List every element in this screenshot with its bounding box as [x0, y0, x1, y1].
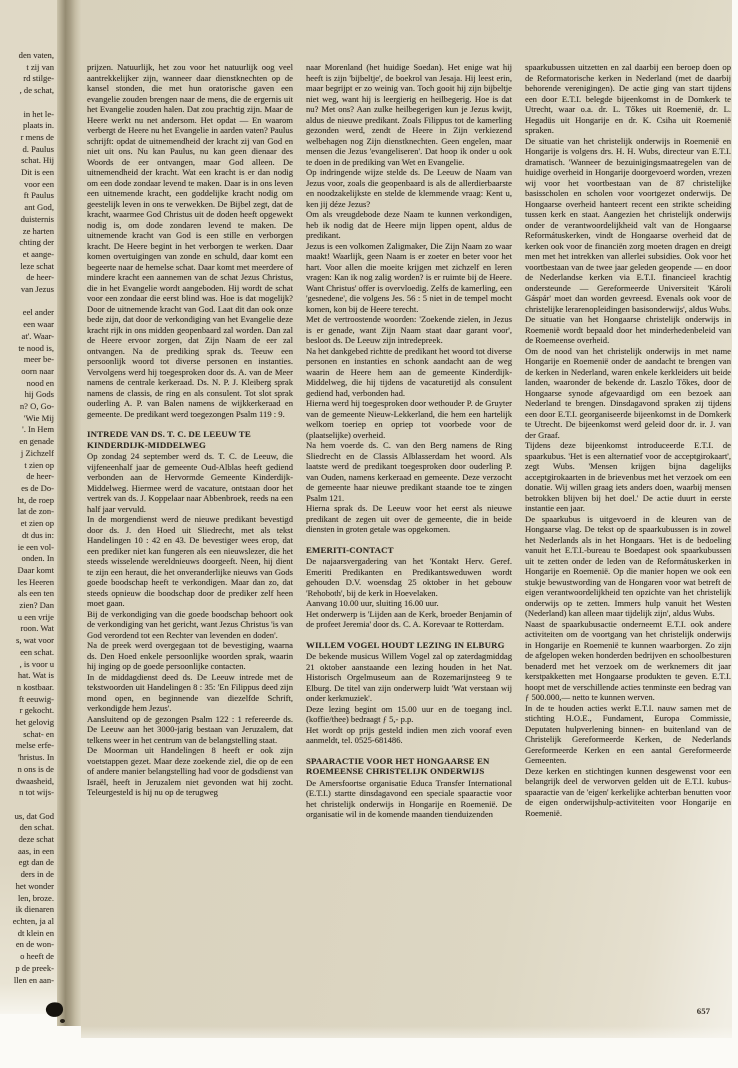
paragraph: Bij de verkondiging van die goede boodschap behoort ook de verkondiging van het gericht, want Jezus Christus 'is van God verordend tot een Rechter van levenden en doden'. [87, 608, 293, 640]
text-fragment: o heeft de [20, 951, 54, 962]
text-fragment: echten, ja al [12, 915, 54, 926]
text-fragment [0, 799, 54, 811]
text-fragment: den vaten, [18, 50, 54, 60]
text-fragment: en genade [19, 436, 54, 447]
paragraph: De spaarkubus is uitgevoerd in de kleuren van de Hongaarse vlag. De tekst op de spaarkubussen is in zowel het Nederlands als in het Hongaars. 'Het is de bedoeling vanuit het E.T.I.-bureau te Boedapest ook spaarkubussen uit te zetten onder de leden van de Reformátuskerken in Hongarije en Roemenië. Op die manier hopen we ook een stukje bewustwording van de Hongaren voor wat betreft de eigen verantwoordelijkheid ten opzichte van het christelijk onderwijs op te zetten. Immers hulp vanuit het Westen (Nederland) kan alleen maar tijdelijk zijn', aldus Wubs. [525, 513, 731, 618]
paragraph: Na de preek werd overgegaan tot de bevestiging, waarna ds. Den Hoed enkele persoonlijke woorden sprak, waarin hij inging op de goede persoonlijke contacten. [87, 640, 293, 672]
text-fragment: r mens de [20, 131, 54, 142]
paragraph: Hierna werd hij toegesproken door wethouder P. de Gruyter van de gemeente Nieuw-Lekkerland, die hem een hartelijk welkom toeriep en opriep tot voorbede voor de (plaatselijke) overheid. [306, 398, 512, 440]
text-fragment: p de preek- [15, 962, 54, 973]
text-fragment: onden. In [21, 553, 54, 564]
paragraph: In de te houden acties werkt E.T.I. nauw samen met de stichting H.O.E., Fundament, Europa Commissie, Deputaten hulpverlening binnen- en buitenland van de Christelijk Gereformeerde Kerken, de Nederlands Gereformeerde Kerken en een aantal Gereformeerde Gemeenten. [525, 702, 731, 765]
text-fragment: het wonder [15, 880, 54, 891]
text-fragment: es de Do- [21, 482, 54, 493]
text-fragment: n? O, Go- [19, 401, 54, 412]
paragraph: spaarkubussen uitzetten en zal daarbij een beroep doen op de Reformatorische kerken in Nederland (met de daarbij behorende verenigingen). De actie ging van start tijdens een door E.T.I. belegde bijeenkomst in de Domkerk te Utrecht, waar o.a. dr. L. Tőkes uit Roemenië, dr. L. Hegadüs uit Hongarije en dr. K. Csiha uit Roemenië spraken. [525, 62, 731, 135]
text-fragment: Daar komt [17, 564, 54, 575]
article-heading: WILLEM VOGEL HOUDT LEZING IN ELBURG [306, 639, 505, 650]
paragraph: In de morgendienst werd de nieuwe predikant bevestigd door ds. J. den Hoed uit Sliedrecht, met als tekst Handelingen 10 : 42 en 43. De bevestiger wees erop, dat een prediker niet kan fungeren als een nieuwslezer, die het steeds wisselende wereldnieuws doorgeeft. Neen, hij dient te zijn een heraut, die het onveranderlijke nieuws van Gods goede boodschap heeft te verkondigen. Maar dan zo, dat steeds opnieuw die boodschap door de prediker zelf heen moet gaan. [87, 514, 293, 609]
paragraph: De najaarsvergadering van het 'Kontakt Herv. Geref. Emeriti Predikanten en Predikantsweduwen wordt gehouden D.V. woensdag 25 oktober in het gebouw 'Rehoboth', bij de kerk in Hoevelaken. [306, 556, 512, 598]
paragraph: Deze kerken en stichtingen kunnen desgewenst voor een belangrijk deel de verworven gelden uit de E.T.I. kubus-spaaractie van de 'eigen' kerkelijke achterban benutten voor de eigen onderwijshulp-activiteiten voor Hongarije en Roemenië. [525, 765, 731, 818]
text-fragment: t zien op [24, 459, 54, 470]
text-fragment: egt dan de [18, 857, 54, 868]
text-fragment: et zien op [20, 518, 54, 529]
text-fragment: zien? Dan [19, 600, 54, 611]
text-fragment: van Jezus [20, 284, 54, 295]
paragraph: Naast de spaarkubusactie onderneemt E.T.I. ook andere activiteiten om de voortgang van het christelijk onderwijs in Hongarije en Roemenië te kunnen waarborgen. Zo zijn de afgelopen weken honderden bedrijven en schoolbesturen benaderd met het verzoek om de werknemers dit jaar kerstpakketten met Hongaarse produkten te geven. E.T.I. hoopt met de verschillende acties tenminste een bedrag van ƒ 500.000,— netto te kunnen werven. [525, 618, 731, 702]
text-fragment: n tot wijs- [19, 787, 54, 798]
text-fragment: duisternis [20, 213, 54, 224]
paragraph: In de middagdienst deed ds. De Leeuw intrede met de tekstwoorden uit Handelingen 8 : 35: 'En Filippus deed zijn mond open, en beginnende van diezelfde Schrift, verkondigde hem Jezus'. [87, 671, 293, 714]
page-bottom-edge [0, 1026, 738, 1068]
text-fragment: Dit is een [21, 167, 54, 178]
text-fragment: en de won- [15, 939, 54, 950]
text-fragment: ft eeuwig- [18, 693, 54, 704]
paragraph: Na het dankgebed richtte de predikant het woord tot diverse personen en instanties en schonk aandacht aan de weg waarin de Heere hem aan de gemeente Kinderdijk-Middelweg, die hij tijdens de vacaturetijd als consulent gediend had, verbonden had. [306, 345, 512, 398]
article-heading: INTREDE VAN DS. T. C. DE LEEUW TE KINDERDIJK-MIDDELWEG [87, 429, 251, 450]
text-columns [81, 0, 732, 820]
text-fragment [0, 97, 54, 109]
text-fragment: den schat. [19, 822, 54, 833]
text-fragment: hij Gods [24, 389, 54, 400]
text-fragment: leze schat [20, 260, 54, 271]
ink-speck [60, 1019, 65, 1023]
text-fragment: aas, in een [17, 845, 54, 856]
paragraph: prijzen. Natuurlijk, het zou voor het natuurlijk oog veel aantrekkelijker zijn, wanneer daar dienstknechten op de kansel stonden, die met hun oratorische gaven een evangelie zouden brengen naar de mens, die de ergernis uit het Evangelie zouden halen. Dat zou prachtig zijn. Maar de Heere werkt nu net andersom. Het opdat — En waarom verbergt de Heere nu het Evangelie in aarden vaten? Paulus schrijft: opdat de uitnemendheid der kracht zij van God en niet uit ons. Nu kan Paulus, nu kan geen dienaar des Woords de eer ontvangen, maar God alleen. De uitnemendheid der kracht. Wat een kracht is er dan nodig om een dode zondaar levend te maken. Daar is in ons leven een uitnemende kracht, een goddelijke kracht nodig om geestelijk leven in ons te verwekken. De Bijbel zegt, dat de kracht, waarmee God Christus uit de doden heeft opgewekt nodig is, om dode zondaren levend te maken. De uitnemende kracht van God is een stille en verborgen kracht. De Heere begint in het verborgen te werken. Daar komen overtuigingen van zonde en schuld, daar komt een begeerte naar de hemelse schat. Daar komt met meerdere of mindere kracht een aannemen van de schat Jezus Christus, die in het Evangelie wordt aangeboden. Hij wordt de schat voor een zondaar die eerst blind was. Hoe is dat mogelijk? Door de uitnemende kracht van God. Laat dit dan ook onze bede zijn, dat door de verkondiging van het Evangelie deze kracht rijk in ons midden geopenbaard zal worden. Dan zal de Heere ervoor zorgen, dat Zijn Naam de eer zal ontvangen. Na de prediking sprak ds. Teeuw een persoonlijk woord tot diverse personen en instanties. Vervolgens werd hij toegesproken door ds. A. van de Meer namens de centrale kerkeraad. Ds. N. P. J. Kleiberg sprak namens de classis, de ring en als consulent. Tot slot sprak ouderling A. P. van Balen namens de wijkkerkeraad en gemeente. De predikant werd toegezongen Psalm 119 : 9. [87, 62, 293, 419]
text-fragment: u een vrije [17, 611, 54, 622]
text-fragment: us, dat God [14, 810, 54, 821]
text-fragment: voor een [24, 178, 54, 189]
paragraph: Op indringende wijze stelde ds. De Leeuw de Naam van Jezus voor, zoals die geopenbaard is als de allerdierbaarste en noodzakelijkste en stelde de klemmende vraag: Kent u, ken jij déze Jezus? [306, 167, 512, 209]
text-fragment: ze harten [22, 225, 54, 236]
text-fragment: ft Paulus [23, 190, 54, 201]
text-column-2 [306, 62, 512, 820]
text-fragment: ie een vol- [17, 541, 54, 552]
text-fragment: schat. Hij [21, 155, 54, 166]
paragraph: Op zondag 24 september werd ds. T. C. de Leeuw, die vijfeneenhalf jaar de gemeente Oud-Alblas heeft gediend verbonden aan de Hervormde Gemeente Kinderdijk-Middelweg. Hiermee werd de vacature, ontstaan door het vertrek van ds. J. Koppelaar naar Abbenbroek, reeds na een half jaar vervuld. [87, 451, 293, 514]
paragraph: Na hem voerde ds. C. van den Berg namens de Ring Sliedrecht en de Classis Alblasserdam het woord. Als laatste werd de predikant toegesproken door ouderling P. van Ouden, namens kerkeraad en gemeente. Deze verzocht de gemeente haar nieuwe predikant staande toe te zingen Psalm 121. [306, 440, 512, 503]
text-fragment: als een ten [17, 588, 54, 599]
text-fragment: lat de zon- [17, 506, 54, 517]
article-heading: SPAARACTIE VOOR HET HONGAARSE EN ROEMEENSE CHRISTELIJK ONDERWIJS [306, 755, 490, 777]
text-fragment: een waar [23, 319, 54, 330]
text-fragment: in het le- [23, 108, 54, 119]
paragraph: De situatie van het christelijk onderwijs in Roemenië en Hongarije is volgens drs. H. H. Wubs, directeur van E.T.I. dramatisch. 'Wanneer de bezuinigingsmaatregelen van de huidige overheid in Hongarije doorgevoerd worden, vrezen wij voor het voortbestaan van de 87 christelijke basisscholen en scholen voor voortgezet onderwijs. De Hongaarse overheid hanteert recent een strikte scheiding tussen kerk en staat. Aangezien het christelijk onderwijs onder de verantwoordelijkheid valt van de Hongaarse Reformátuskerken, vindt de Hongaarse overheid dat de kerken ook voor de financiën zorg moeten dragen en dreigt men met het intrekken van allerlei subsidies. Ook voor het voortbestaan van de twee jaar geleden geopende — en door de Nederlandse kerken via E.T.I. financieel krachtig ondersteunde — Gereformeerde Universiteit 'Károli Gáspár' moet dan worden gevreesd. Evenals ook voor de christelijke lerarenopleidingen basisonderwijs', aldus Wubs. De situatie van het Hongaarse christelijk onderwijs in Roemenië wordt bepaald door het minderhedenbeleid van de Roemeense overheid. [525, 135, 731, 345]
text-fragment: oorn naar [21, 365, 54, 376]
text-column-1 [87, 62, 293, 820]
text-fragment: , is voor u [19, 658, 54, 669]
text-fragment: les Heeren [17, 576, 54, 587]
text-fragment: chting der [19, 237, 54, 248]
text-fragment: 'hristus. In [18, 752, 54, 763]
text-fragment: nood en [26, 377, 54, 388]
text-fragment: at'. Waar- [21, 330, 54, 341]
text-fragment: s, wat voor [16, 635, 54, 646]
text-fragment: het gelovig [15, 717, 54, 728]
paragraph: Het wordt op prijs gesteld indien men zich vooraf even aanmeldt, tel. 0525-681486. [306, 724, 512, 746]
text-fragment: ant God, [24, 202, 54, 213]
text-fragment: t zij van [26, 61, 54, 72]
text-fragment: schat- en [23, 728, 54, 739]
text-fragment: de heer- [26, 471, 54, 482]
text-fragment: r gekocht. [19, 705, 54, 716]
paragraph: Tijdens deze bijeenkomst introduceerde E.T.I. de spaarkubus. 'Het is een alternatief voor de acceptgirokaart', zegt Wubs. 'Mensen krijgen bijna dagelijks acceptgirokaarten in de brievenbus met het verzoek om een donatie. Wij willen graag iets anders doen, waarbij mensen betrokken blijven bij het doel.' De actie duurt in eerste instantie een jaar. [525, 440, 731, 513]
page-gutter-shadow [57, 0, 81, 1026]
text-fragment: n kostbaar. [16, 681, 54, 692]
text-fragment: ik dienaren [15, 904, 54, 915]
text-fragment: llen en aan- [13, 974, 54, 985]
page-number: 657 [696, 1006, 710, 1016]
paragraph: Het onderwerp is 'Lijden aan de Kerk, broeder Benjamin of de profeet Jeremia' door ds. C. A. Korevaar te Rotterdam. [306, 608, 512, 630]
paragraph: Om de nood van het christelijk onderwijs in met name Hongarije en Roemenië onder de aandacht te brengen van de kerken in Nederland, waren enkele kerkleiders uit beide landen, waaronder de bekende dr. Laszlo Tőkes, door de Hongaarse synode afgevaardigd om een bezoek aan Nederland te brengen. Dinsdagavond spraken zij tijdens een door E.T.I. georganiseerde bijeenkomst in de Domkerk te Utrecht. De bijeenkomst werd geleid door dr. ir. J. van der Graaf. [525, 345, 731, 440]
text-fragment: , de schat, [19, 85, 54, 96]
text-fragment: dwaasheid, [15, 775, 54, 786]
text-fragment [0, 296, 54, 308]
paragraph: De Moorman uit Handelingen 8 heeft er ook zijn voetstappen gezet. Maar deze zoekende ziel, die op de een of andere manier belangstelling had voor de godsdienst van Israël, heeft in Jeruzalem niet gevonden wat hij zocht. Teleurgesteld is hij nu op de terugweg [87, 745, 293, 798]
cut-off-text-fragments [0, 0, 57, 986]
text-fragment: deze schat [18, 834, 54, 845]
paragraph: Deze lezing begint om 15.00 uur en de toegang incl. (koffie/thee) bedraagt ƒ 5,- p.p. [306, 703, 512, 725]
paragraph: Om als vreugdebode deze Naam te kunnen verkondigen, heb ik nodig dat de Heere mijn lippen opent, aldus de predikant. [306, 209, 512, 240]
text-fragment: et aange- [22, 248, 54, 259]
text-fragment: meer be- [23, 354, 54, 365]
text-fragment: plaats in. [22, 120, 54, 131]
text-fragment: dt klein en [17, 927, 54, 938]
text-fragment: eel ander [22, 307, 54, 318]
text-fragment: d. Paulus [22, 143, 54, 154]
paragraph: naar Morenland (het huidige Soedan). Het enige wat hij heeft is zijn 'bijbeltje', de boekrol van Jesaja. Hij leest erin, maar begrijpt er zo weinig van. Toch gooit hij zijn bijbeltje niet weg, want hij is leergierig en heilbegerig. Hoe is dat nu? Met ons? Aan zulke heilbegerigen kun je Jezus kwijt, aldus de nieuwe predikant. Zoals Filippus tot de kamerling gezonden werd, zendt de Heere in Zijn verkiezend welbehagen nog Zijn dienstknechten. Geen engelen, maar mensen die Jezus 'evangeliseren'. Dat hoop ik onder u ook te doen in de prediking van Wet en Evangelie. [306, 62, 512, 167]
text-fragment: ht, de roep [17, 494, 54, 505]
text-fragment: n ons is de [17, 763, 54, 774]
text-fragment: 'Wie Mij [23, 412, 54, 423]
text-fragment: melse erfe- [15, 740, 54, 751]
article-heading: EMERITI-CONTACT [306, 544, 394, 555]
paragraph: Met de vertroostende woorden: 'Zoekende zielen, in Jezus is er genade, want Zijn Naam staat daar garant voor', besloot ds. De Leeuw zijn intredepreek. [306, 314, 512, 345]
paragraph: Jezus is een volkomen Zaligmaker, Die Zijn Naam zo waar maakt! Waarlijk, geen Naam is er zoeter en beter voor het hart. Voor allen die moeite krijgen met zichzelf en leren vragen: Kan ik nog zalig worden? is er ruimte bij de Heere. Want Christus' offer is overvloedig. Zelfs de kamerling, een 'gesnedene', die volgens Jes. 56 : 5 niet in de tempel mocht komen, kon bij de Heere terecht. [306, 240, 512, 314]
paragraph: Hierna sprak ds. De Leeuw voor het eerst als nieuwe predikant de zegen uit over de gemeente, die in beide diensten in groten getale was opgekomen. [306, 503, 512, 534]
text-fragment: ders in de [20, 869, 54, 880]
text-fragment: hat. Wat is [17, 670, 54, 681]
text-fragment: '. In Hem [22, 424, 54, 435]
text-fragment: len, broze. [17, 892, 54, 903]
magazine-page [81, 0, 732, 1038]
paragraph: De bekende musicus Willem Vogel zal op zaterdagmiddag 21 oktober aanstaande een lezing houden in het Nat. Historisch Orgelmuseum aan de Rozemarijnsteeg 9 te Elburg. De titel van zijn onderwerp luidt 'Wat verstaan wij onder kerkmuziek'. [306, 651, 512, 704]
text-fragment: te nood is, [18, 342, 54, 353]
text-fragment: rd stilge- [23, 73, 54, 84]
paragraph: Aanvang 10.00 uur, sluiting 16.00 uur. [306, 598, 439, 609]
paragraph: De Amersfoortse organisatie Educa Transfer International (E.T.I.) startte dinsdagavond een speciale spaaractie voor het christelijk onderwijs in Hongarije en Roemenië. De organisatie wil in de komende maanden tienduizenden [306, 777, 512, 820]
text-fragment: roon. Wat [20, 623, 54, 634]
text-fragment: een schat. [20, 646, 54, 657]
paragraph: Aansluitend op de gezongen Psalm 122 : 1 refereerde ds. De Leeuw aan het 3000-jarig bestaan van Jeruzalem, dat telkens weer in het centrum van de belangstelling staat. [87, 713, 293, 745]
text-fragment: dt dus in: [22, 529, 54, 540]
text-column-3 [525, 62, 731, 820]
text-fragment: j Zichzelf [20, 447, 54, 458]
adjacent-page-sliver [0, 0, 57, 1014]
text-fragment: de heer- [26, 272, 54, 283]
